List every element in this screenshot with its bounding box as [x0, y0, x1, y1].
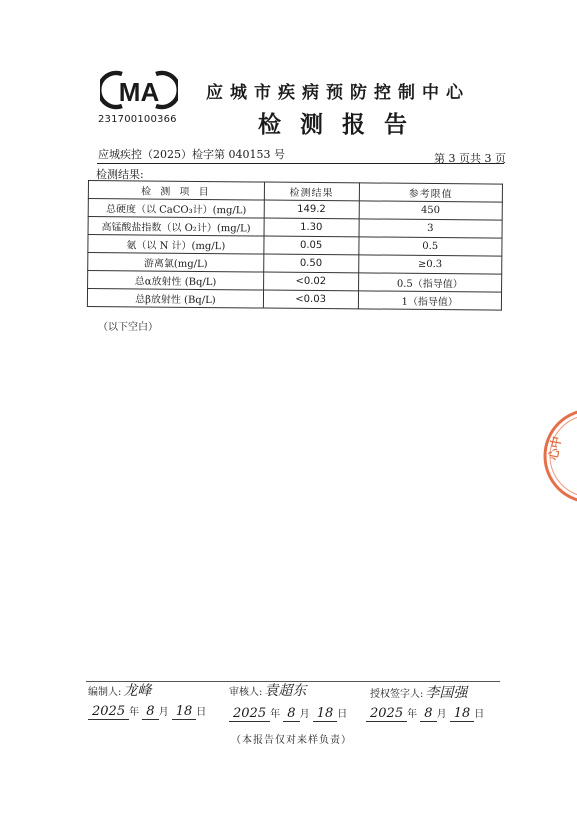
disclaimer: （本报告仅对来样负责）: [231, 735, 352, 746]
item-cell: 游离氯(mg/L): [88, 253, 264, 273]
limit-cell: 3: [359, 219, 503, 238]
date-day: 18: [450, 706, 475, 722]
organization-name: 应城市疾病预防控制中心: [206, 83, 470, 103]
reviewed-label: 审核人:: [229, 687, 263, 698]
approved-label: 授权签字人:: [370, 689, 424, 700]
date-day: 18: [172, 704, 197, 720]
date-month: 8: [142, 704, 158, 720]
reviewed-by: [229, 680, 306, 700]
month-unit: 月: [158, 707, 169, 718]
table-row: [87, 289, 501, 311]
item-cell: 氨（以 N 计）(mg/L): [88, 235, 264, 255]
result-cell: 0.05: [264, 236, 359, 255]
cma-cert-code: 231700100366: [98, 114, 177, 125]
year-unit: 年: [407, 709, 418, 720]
results-table: [87, 180, 503, 311]
logo-lettering: MA: [118, 77, 160, 107]
date-year: 2025: [366, 706, 407, 722]
year-unit: 年: [129, 707, 140, 718]
item-cell: 总硬度（以 CaCO₃计）(mg/L): [88, 199, 264, 219]
prepared-label: 编制人:: [88, 687, 122, 698]
approved-date: [366, 705, 484, 721]
year-unit: 年: [270, 709, 281, 720]
limit-cell: 0.5: [358, 237, 502, 256]
blank-note: （以下空白）: [98, 322, 158, 333]
month-unit: 月: [299, 709, 310, 720]
prepared-by: [88, 680, 151, 700]
date-year: 2025: [88, 704, 129, 720]
limit-cell: 0.5（指导值）: [358, 273, 502, 292]
cma-logo: [100, 70, 178, 110]
day-unit: 日: [474, 709, 485, 720]
month-unit: 月: [436, 709, 447, 720]
approved-by: [370, 682, 467, 702]
prepared-date: [88, 703, 206, 719]
reviewed-signature: 袁超东: [264, 683, 307, 699]
result-cell: <0.03: [263, 290, 358, 309]
document-title: 检测报告: [258, 111, 426, 138]
header-limit: 参考限值: [359, 183, 503, 202]
result-cell: <0.02: [263, 272, 358, 291]
limit-cell: 450: [359, 201, 503, 220]
results-label: 检测结果:: [96, 168, 144, 181]
date-month: 8: [283, 706, 299, 722]
date-month: 8: [420, 706, 436, 722]
item-cell: 总α放射性 (Bq/L): [88, 271, 264, 291]
page-number: 第 3 页共 3 页: [434, 152, 506, 165]
reviewed-date: [229, 705, 347, 721]
limit-cell: ≥0.3: [358, 255, 502, 274]
day-unit: 日: [196, 707, 207, 718]
header-item: 检 测 项 目: [88, 181, 264, 201]
limit-cell: 1（指导值）: [358, 291, 502, 310]
item-cell: 总β放射性 (Bq/L): [87, 289, 263, 309]
report-number: 应城疾控（2025）检字第 040153 号: [98, 148, 285, 161]
item-cell: 高锰酸盐指数（以 O₂计）(mg/L): [88, 217, 264, 237]
result-cell: 0.50: [264, 254, 359, 273]
day-unit: 日: [337, 709, 348, 720]
prepared-signature: 龙峰: [123, 683, 152, 699]
date-year: 2025: [229, 706, 270, 722]
official-seal-fragment: [533, 408, 577, 504]
result-cell: 149.2: [264, 200, 359, 219]
date-day: 18: [313, 706, 338, 722]
approved-signature: 李国强: [425, 685, 468, 701]
result-cell: 1.30: [264, 218, 359, 237]
seal-lettering: 心中: [546, 435, 565, 462]
header-divider: [97, 163, 504, 164]
header-result: 检测结果: [264, 182, 359, 201]
